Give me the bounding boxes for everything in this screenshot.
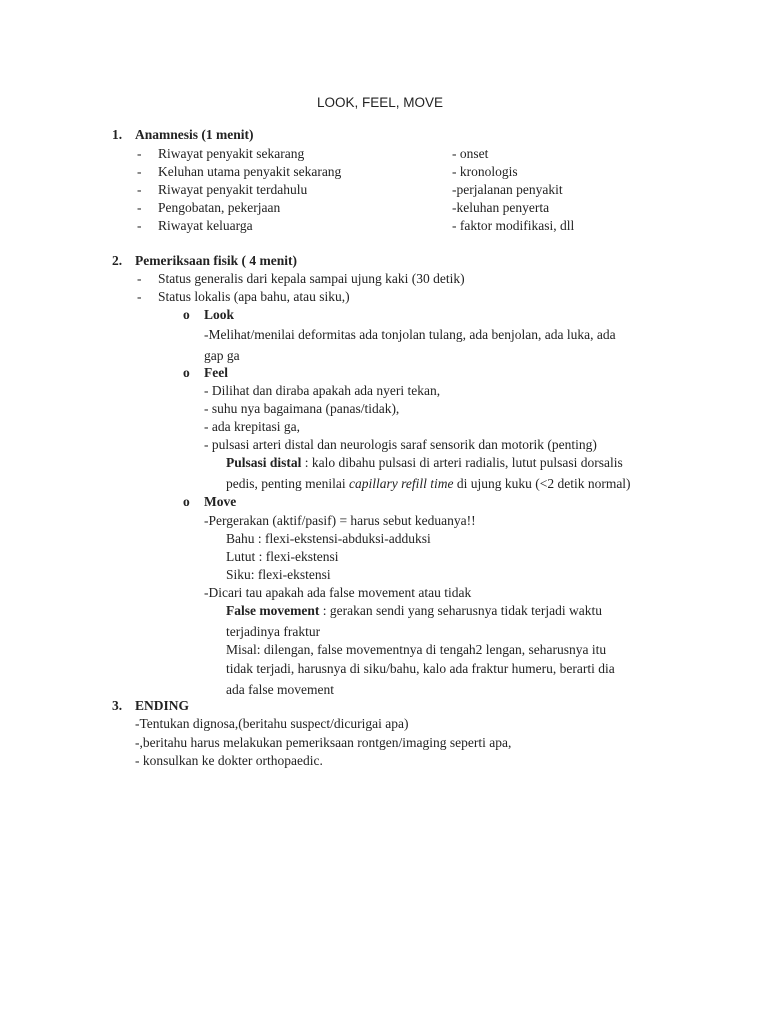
pulsasi-distal-label: Pulsasi distal: [226, 455, 302, 470]
list-item: Status lokalis (apa bahu, atau siku,): [158, 289, 350, 304]
feel-text: - ada krepitasi ga,: [204, 419, 300, 434]
ending-text: -Tentukan dignosa,(beritahu suspect/dicurigai apa): [135, 716, 409, 731]
list-item: Riwayat keluarga: [158, 218, 253, 233]
sub-bullet-marker: o: [183, 494, 190, 509]
list-item-right: -perjalanan penyakit: [452, 182, 563, 197]
move-text: -Dicari tau apakah ada false movement atau tidak: [204, 585, 472, 600]
list-item-right: -keluhan penyerta: [452, 200, 550, 215]
pulsasi-text-a: pedis, penting menilai: [226, 476, 349, 491]
section-number: 2.: [112, 253, 123, 268]
move-text: -Pergerakan (aktif/pasif) = harus sebut keduanya!!: [204, 513, 476, 528]
false-movement-text: : gerakan sendi yang seharusnya tidak terjadi waktu: [319, 603, 603, 618]
pulsasi-distal-text: : kalo dibahu pulsasi di arteri radialis, lutut pulsasi dorsalis: [301, 455, 623, 470]
feel-text: - suhu nya bagaimana (panas/tidak),: [204, 401, 400, 416]
false-movement-label: False movement: [226, 603, 320, 618]
list-item: Status generalis dari kepala sampai ujung kaki (30 detik): [158, 271, 465, 286]
list-bullet: -: [137, 271, 142, 286]
list-bullet: -: [137, 200, 142, 215]
list-bullet: -: [137, 289, 142, 304]
list-item: Riwayat penyakit sekarang: [158, 146, 305, 161]
subheading-look: Look: [204, 307, 235, 322]
subheading-move: Move: [204, 494, 237, 509]
move-sub-item: Lutut : flexi-ekstensi: [226, 549, 339, 564]
list-item: Pengobatan, pekerjaan: [158, 200, 281, 215]
list-bullet: -: [137, 146, 142, 161]
section-number: 3.: [112, 698, 123, 713]
false-movement-note-cont: terjadinya fraktur: [226, 624, 321, 639]
ending-text: -,beritahu harus melakukan pemeriksaan rontgen/imaging seperti apa,: [135, 735, 512, 750]
list-item: Keluhan utama penyakit sekarang: [158, 164, 342, 179]
section-heading-anamnesis: Anamnesis (1 menit): [135, 127, 254, 142]
list-bullet: -: [137, 218, 142, 233]
section-number: 1.: [112, 127, 123, 142]
page-title: LOOK, FEEL, MOVE: [317, 95, 444, 110]
misal-text: ada false movement: [226, 682, 334, 697]
list-bullet: -: [137, 164, 142, 179]
ending-text: - konsulkan ke dokter orthopaedic.: [135, 753, 323, 768]
list-bullet: -: [137, 182, 142, 197]
list-item-right: - kronologis: [452, 164, 518, 179]
feel-text: - pulsasi arteri distal dan neurologis saraf sensorik dan motorik (penting): [204, 437, 597, 452]
capillary-refill-time: capillary refill time: [348, 476, 454, 491]
pulsasi-distal-note-cont: [226, 475, 631, 493]
look-text: gap ga: [204, 348, 240, 363]
pulsasi-distal-note: [226, 454, 623, 472]
list-item: Riwayat penyakit terdahulu: [158, 182, 308, 197]
section-heading-ending: ENDING: [135, 698, 190, 713]
move-sub-item: Bahu : flexi-ekstensi-abduksi-adduksi: [226, 531, 431, 546]
move-sub-item: Siku: flexi-ekstensi: [226, 567, 331, 582]
sub-bullet-marker: o: [183, 365, 190, 380]
pulsasi-text-b: di ujung kuku (<2 detik normal): [453, 476, 631, 491]
subheading-feel: Feel: [204, 365, 228, 380]
look-text: -Melihat/menilai deformitas ada tonjolan tulang, ada benjolan, ada luka, ada: [204, 327, 616, 342]
section-heading-pemeriksaan: Pemeriksaan fisik ( 4 menit): [135, 253, 297, 268]
misal-text: tidak terjadi, harusnya di siku/bahu, kalo ada fraktur humeru, berarti dia: [226, 661, 615, 676]
false-movement-note: [226, 602, 602, 620]
list-item-right: - faktor modifikasi, dll: [452, 218, 575, 233]
misal-text: Misal: dilengan, false movementnya di tengah2 lengan, seharusnya itu: [226, 642, 607, 657]
sub-bullet-marker: o: [183, 307, 190, 322]
feel-text: - Dilihat dan diraba apakah ada nyeri tekan,: [204, 383, 441, 398]
list-item-right: - onset: [452, 146, 489, 161]
